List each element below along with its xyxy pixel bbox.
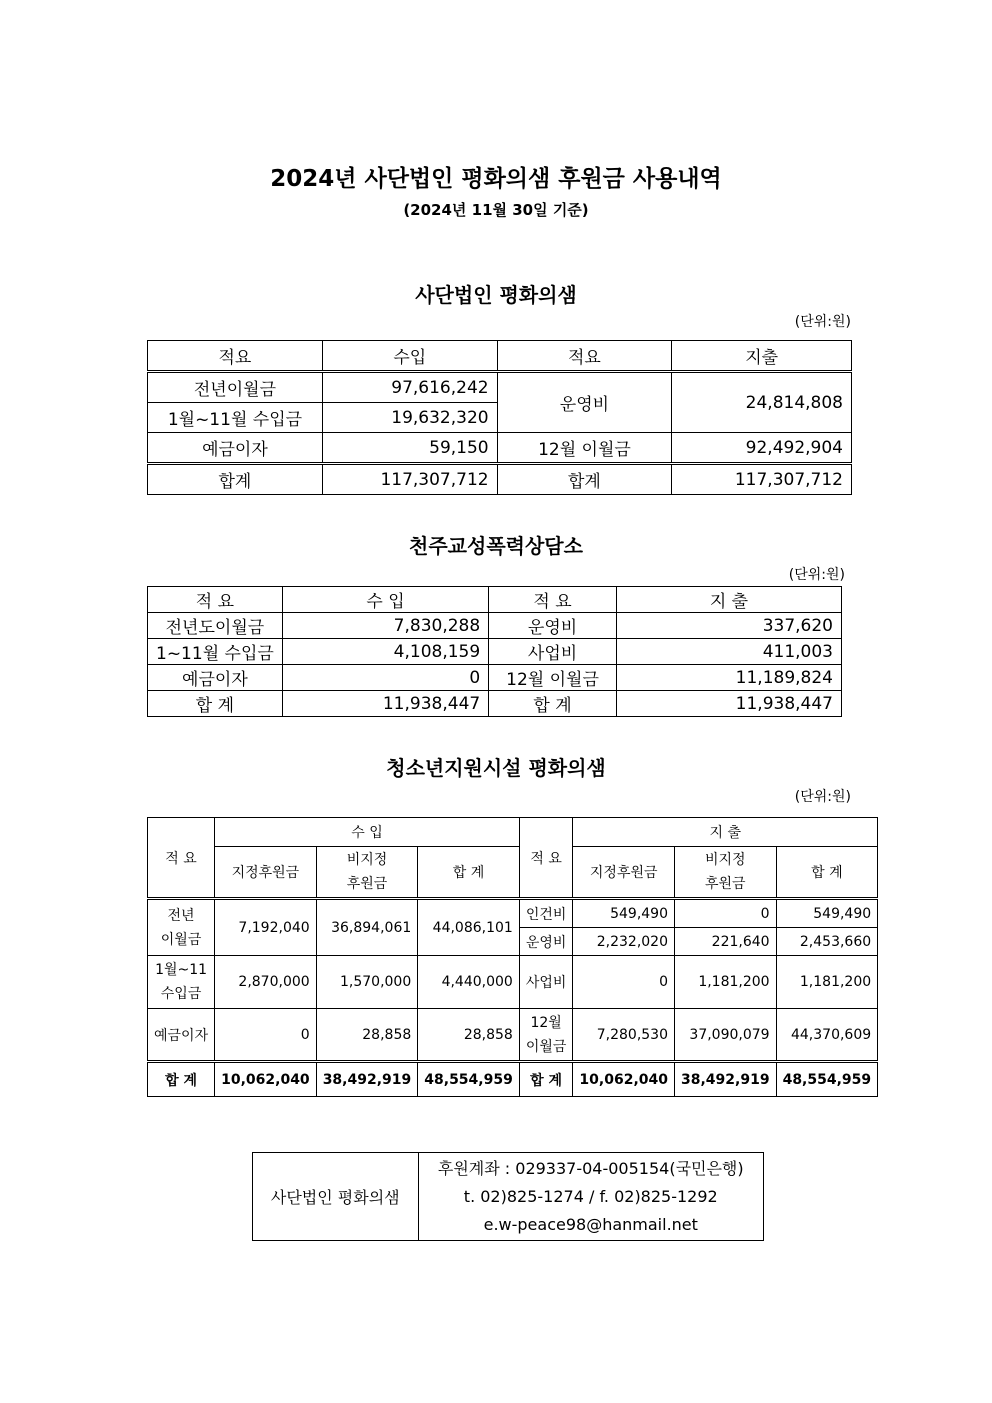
total-value: 48,554,959 [418,1062,520,1097]
total-income: 117,307,712 [322,464,497,495]
section3-title: 청소년지원시설 평화의샘 [386,756,606,780]
row-value: 0 [215,1009,317,1062]
total-income: 11,938,447 [282,691,488,717]
row-value: 28,858 [316,1009,418,1062]
header-item: 적요 [497,341,672,372]
header-item: 적 요 [519,818,573,899]
total-label: 합 계 [489,691,617,717]
table-row [148,956,878,1009]
total-row [148,1062,878,1097]
header-income: 수입 [322,341,497,372]
header-non-designated-line2: 후원금 [705,876,746,892]
section2-unit: (단위:원) [788,567,845,583]
row-value: 2,232,020 [573,928,675,956]
contact-details [418,1153,763,1241]
row-value: 97,616,242 [322,372,497,403]
section2-title: 천주교성폭력상담소 [409,534,583,558]
total-label: 합계 [148,464,323,495]
row-label: 사업비 [489,639,617,665]
row-label: 예금이자 [148,1009,215,1062]
row-value: 37,090,079 [675,1009,777,1062]
row-value: 1,181,200 [776,956,878,1009]
row-label: 사업비 [519,956,573,1009]
document-subtitle: (2024년 11월 30일 기준) [403,201,589,219]
row-value: 7,192,040 [215,899,317,956]
row-label-line2: 수입금 [160,986,202,1002]
row-value: 24,814,808 [672,372,852,433]
row-value: 44,370,609 [776,1009,878,1062]
row-value: 92,492,904 [672,433,852,464]
table-header-row [148,341,852,372]
table-header-row [148,818,878,847]
header-sum: 합 계 [418,847,520,899]
row-value: 2,453,660 [776,928,878,956]
total-row [148,691,842,717]
row-value: 4,440,000 [418,956,520,1009]
total-label: 합 계 [148,691,283,717]
row-label: 예금이자 [148,433,323,464]
row-value: 0 [675,899,777,928]
header-expense: 지 출 [616,587,841,613]
header-non-designated-line1: 비지정 [346,852,388,868]
header-item: 적요 [148,341,323,372]
row-label: 예금이자 [148,665,283,691]
row-value: 11,189,824 [616,665,841,691]
row-value: 2,870,000 [215,956,317,1009]
total-value: 48,554,959 [776,1062,878,1097]
table-row [148,613,842,639]
total-value: 10,062,040 [215,1062,317,1097]
row-label: 운영비 [519,928,573,956]
row-value: 7,280,530 [573,1009,675,1062]
section3-unit: (단위:원) [794,789,851,805]
row-label-line1: 전년 [167,907,195,924]
row-label-line2: 이월금 [160,931,202,948]
row-label: 운영비 [497,372,672,433]
row-value: 0 [573,956,675,1009]
table-row [148,899,878,928]
row-label: 1월~11월 수입금 [148,403,323,433]
header-income: 수 입 [282,587,488,613]
header-non-designated-line2: 후원금 [346,876,388,892]
header-expense: 지 출 [573,818,878,847]
header-non-designated [316,847,418,899]
row-label [148,899,215,956]
table-subheader-row [148,847,878,899]
row-value: 4,108,159 [282,639,488,665]
total-value: 10,062,040 [573,1062,675,1097]
header-item: 적 요 [489,587,617,613]
row-value: 44,086,101 [418,899,520,956]
row-value: 0 [282,665,488,691]
row-label: 인건비 [519,899,573,928]
document-title: 2024년 사단법인 평화의샘 후원금 사용내역 [270,166,722,192]
row-value: 221,640 [675,928,777,956]
row-label: 12월 이월금 [497,433,672,464]
table-header-row [148,587,842,613]
contact-org: 사단법인 평화의샘 [253,1153,419,1241]
total-label: 합 계 [519,1062,573,1097]
row-label: 운영비 [489,613,617,639]
row-label: 전년도이월금 [148,613,283,639]
table-row [148,433,852,464]
row-value: 337,620 [616,613,841,639]
header-income: 수 입 [215,818,520,847]
total-expense: 11,938,447 [616,691,841,717]
header-non-designated [675,847,777,899]
table-row [148,639,842,665]
row-value: 36,894,061 [316,899,418,956]
total-expense: 117,307,712 [672,464,852,495]
row-label-line1: 1월~11 [155,962,208,978]
row-label: 전년이월금 [148,372,323,403]
header-sum: 합 계 [776,847,878,899]
header-item: 적 요 [148,587,283,613]
section1-table [147,340,852,495]
section1-unit: (단위:원) [794,314,851,330]
table-row [148,1009,878,1062]
row-value: 411,003 [616,639,841,665]
row-label: 12월 이월금 [489,665,617,691]
total-label: 합 계 [148,1062,215,1097]
contact-phone: t. 02)825-1274 / f. 02)825-1292 [463,1186,718,1206]
section1-title: 사단법인 평화의샘 [415,283,577,307]
section2-table [147,586,842,717]
header-designated: 지정후원금 [573,847,675,899]
row-value: 549,490 [573,899,675,928]
row-label-line1: 12월 [530,1014,562,1031]
total-value: 38,492,919 [316,1062,418,1097]
row-value: 1,570,000 [316,956,418,1009]
row-value: 19,632,320 [322,403,497,433]
header-expense: 지출 [672,341,852,372]
contact-account: 후원계좌 : 029337-04-005154(국민은행) [437,1158,744,1178]
row-label [148,956,215,1009]
header-non-designated-line1: 비지정 [705,852,746,868]
contact-row [253,1153,764,1241]
row-value: 549,490 [776,899,878,928]
total-label: 합계 [497,464,672,495]
table-row [148,665,842,691]
row-label-line2: 이월금 [525,1038,567,1055]
contact-box [252,1152,764,1241]
header-designated: 지정후원금 [215,847,317,899]
row-value: 28,858 [418,1009,520,1062]
total-row [148,464,852,495]
row-value: 1,181,200 [675,956,777,1009]
total-value: 38,492,919 [675,1062,777,1097]
table-row [148,372,852,403]
row-label: 1~11월 수입금 [148,639,283,665]
row-value: 59,150 [322,433,497,464]
header-item: 적 요 [148,818,215,899]
row-value: 7,830,288 [282,613,488,639]
row-label [519,1009,573,1062]
section3-table [147,817,878,1097]
contact-email[interactable]: e.w-peace98@hanmail.net [483,1214,698,1234]
